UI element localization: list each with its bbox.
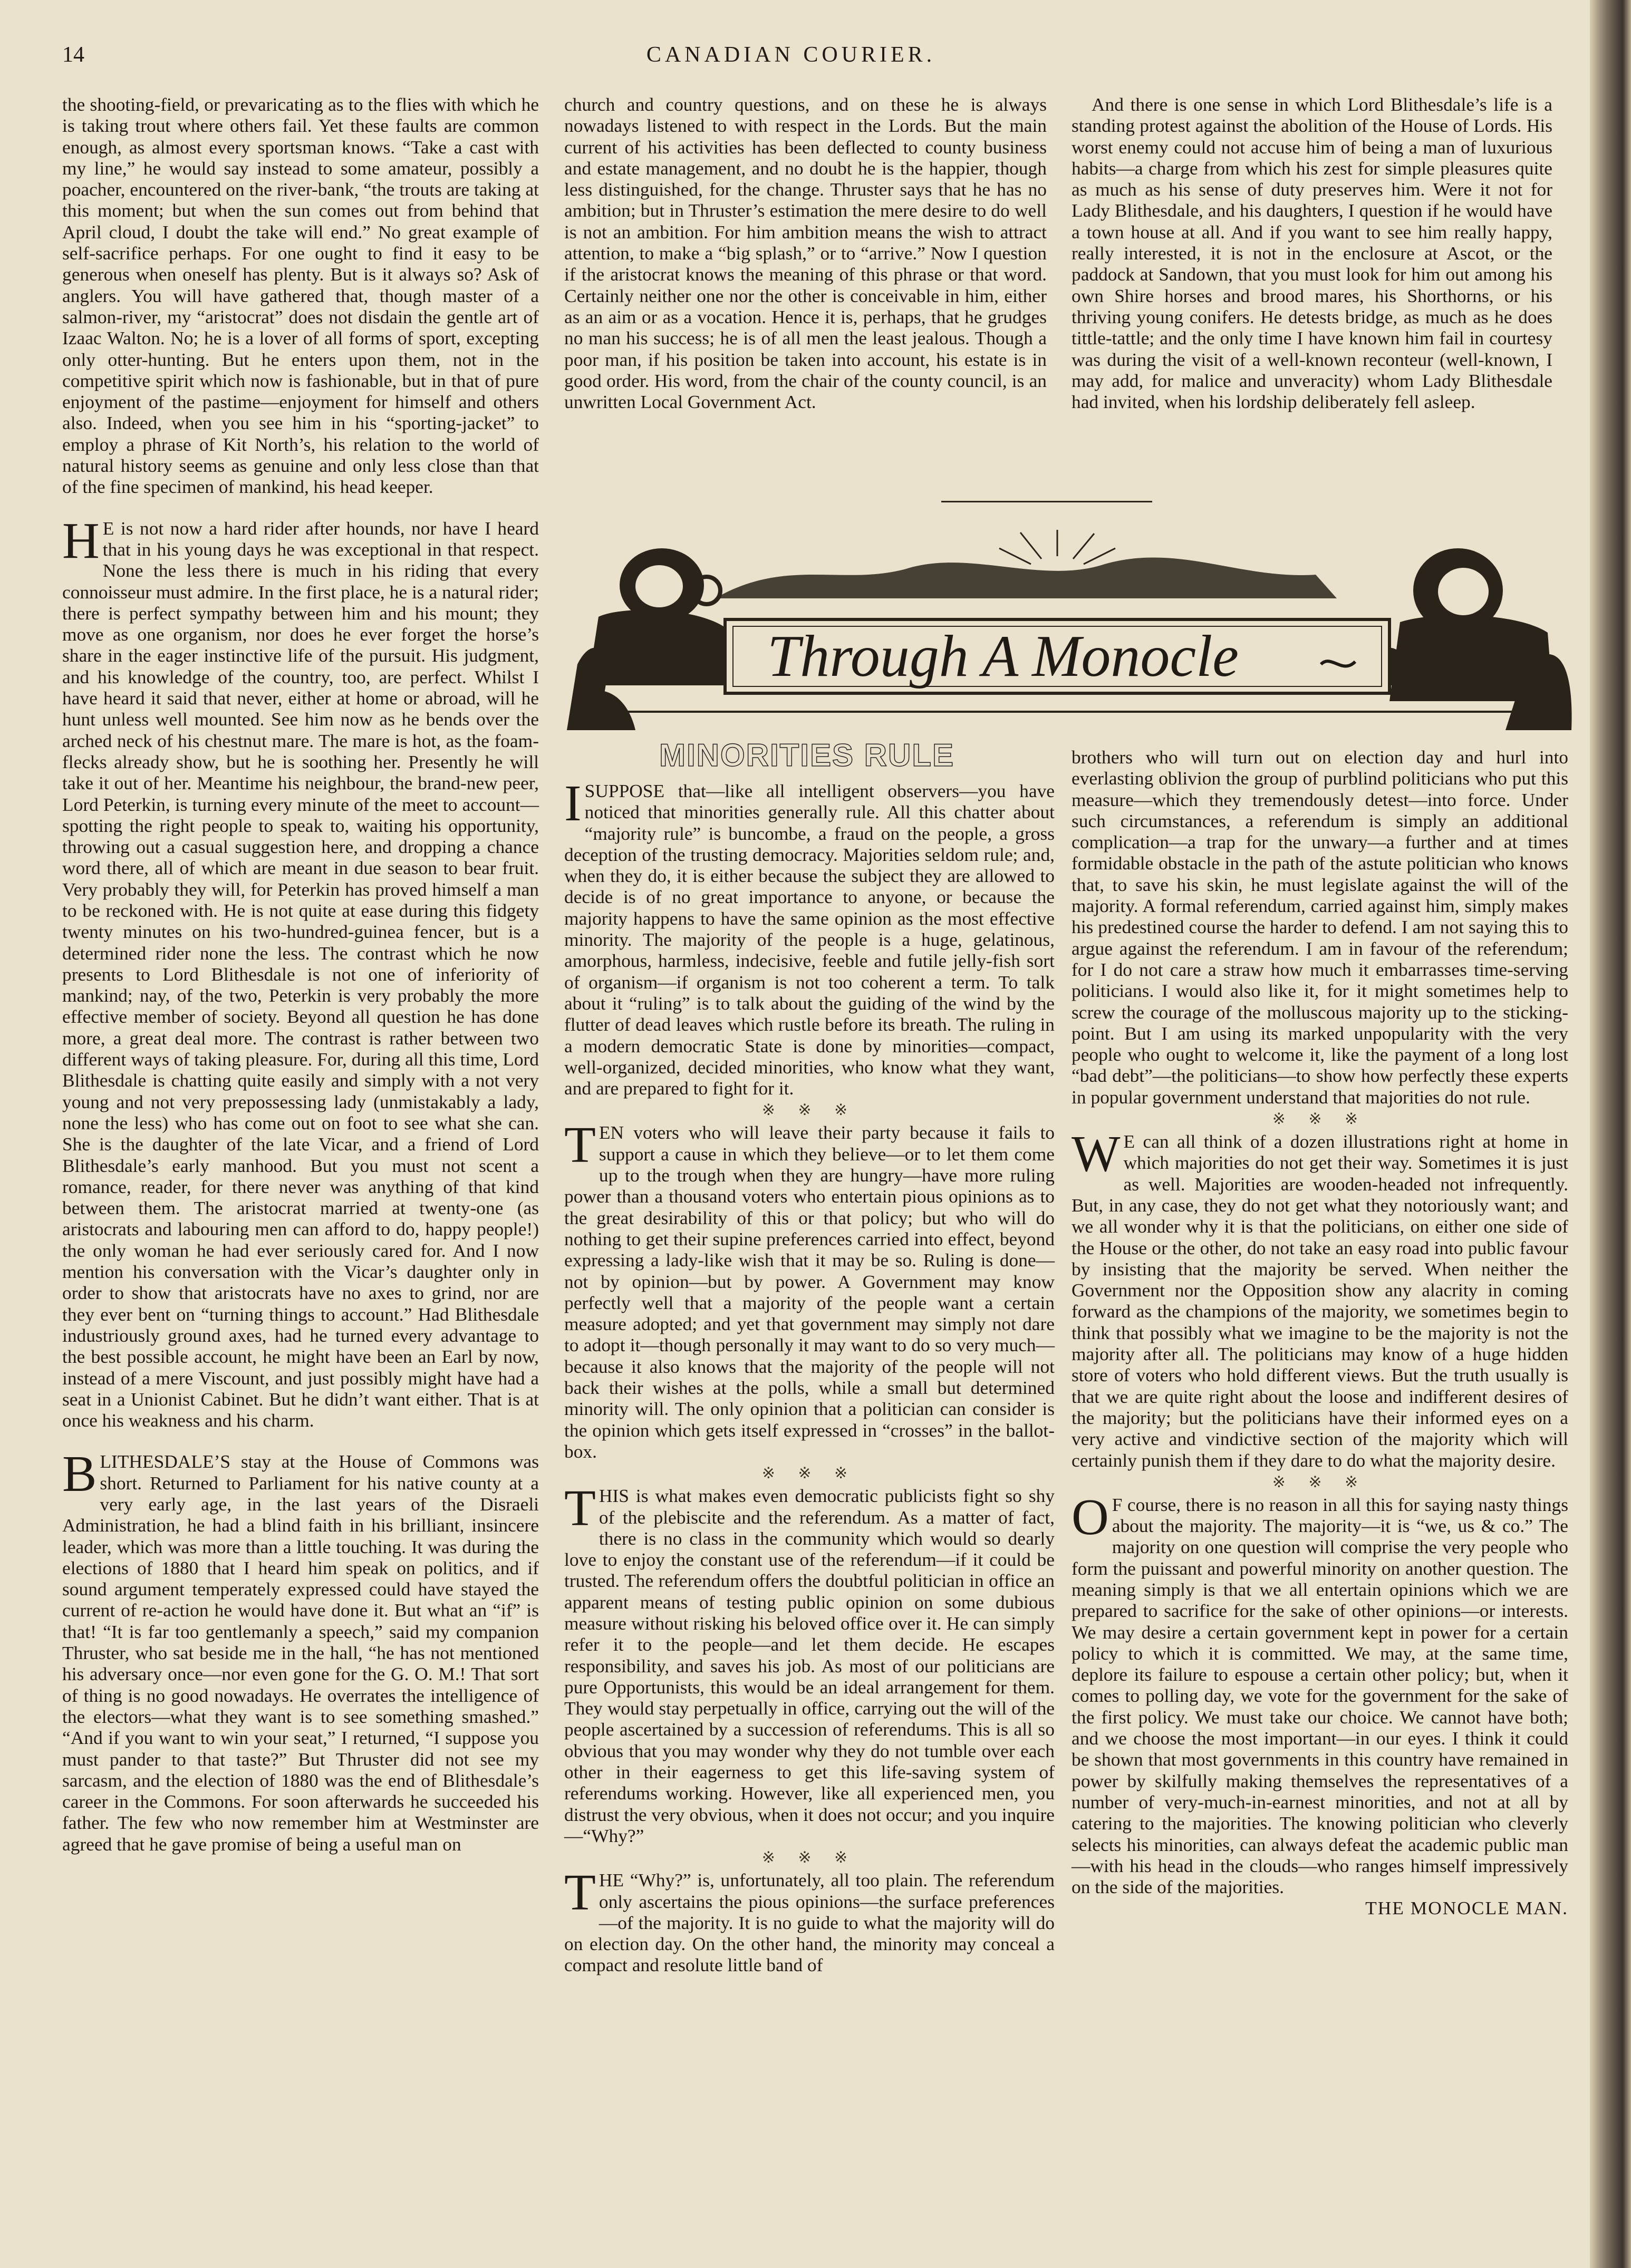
- paragraph: HE is not now a hard rider after hounds, nor have I heard that in his young days he was exceptional in that respect. None the less there is much in his riding that every connoisseur must admire. In the first place, he is a natural rider; there is perfect sympathy between him and his mount; they move as one organism, nor does he ever forget the horse’s share in the eager instinctive life of the pursuit. His judgment, and his knowledge of the country, too, are perfect. Whilst I have heard it said that never, either at home or abroad, will he hunt unless well mounted. See him now as he bends over the arched neck of his chestnut mare. The mare is hot, as the foam-flecks already show, but he is soothing her. Presently he will take it out of her. Meantime his neighbour, the brand-new peer, Lord Peterkin, is turning every minute of the meet to account—spotting the right people to speak to, waiting his opportunity, throwing out a casual suggestion here, and dropping a chance word there, all of which are meant in due season to bear fruit. Very probably they will, for Peterkin has proved himself a man to be reckoned with. He is not quite at ease during this fidgety twenty minutes on his two-hundred-guinea fencer, but is a determined rider none the less. The contrast which he now presents to Lord Blithesdale is not one of inferiority of mankind; nay, of the two, Peterkin is very probably the more effective member of society. Beyond all question he has done more, a great deal more. The contrast is rather between two different ways of taking pleasure. For, during all this time, Lord Blithesdale is chatting quite easily and simply with a not very young and not very prepossessing lady (unmistakably a lady, none the less) who has come out on foot to see what she can. She is the daughter of the late Vicar, and a friend of Lord Blithesdale’s early manhood. But you must not scent a romance, reader, for there never was anything of that kind between them. The aristocrat married at twenty-one (as aristocrats and labouring men can afford to do, happy people!) the only woman he had ever seriously cared for. And I now mention his conversation with the Vicar’s daughter only in order to show that aristocrats have no axes to grind, nor are they ever bent on “turning things to account.” Had Blithesdale industriously ground axes, had he turned every advantage to the best possible account, he might have been an Earl by now, instead of a mere Viscount, and just possibly might have had a seat in a Unionist Cabinet. But he didn’t want either. That is at once his weakness and his charm.: [62, 512, 539, 1431]
- paragraph: brothers who will turn out on election day and hurl into everlasting oblivion the group of purblind politicians who put this measure—which they tremendously detest—into force. Under such circumstances, a referendum is simply an additional complication—a trap for the unwary—a further and at times formidable obstacle in the path of the astute politician who knows that, to save his skin, he must legislate against the will of the majority. A formal referendum, carried against him, simply makes his predestined course the harder to defend. I am not saying this to argue against the referendum. I am in favour of the referendum; for I do not care a straw how much it embarrasses time-serving politicians. I would also like it, for it might sometimes help to screw the courage of the molluscous majority up to the sticking-point. But I am using its marked unpopularity with the very people who ought to welcome it, like the payment of a long lost “bad debt”—the politicians—to show how perfectly these experts in popular government understand that majorities do not rule.: [1072, 747, 1568, 1108]
- section-ornament: ※ ※ ※: [761, 1849, 857, 1867]
- paragraph: church and country questions, and on these he is always nowadays listened to with respect in the Lords. But the main current of his activities has been deflected to county business and estate management, and no doubt he is the happier, though less distinguished, for the change. Thruster says that he has no ambition; but in Thruster’s estimation the mere desire to do well is not an ambition. For him ambition means the wish to attract attention, to make a “big splash,” or to “arrive.” Now I question if the aristocrat knows the meaning of this phrase or that word. Certainly neither one nor the other is conceivable in him, either as an aim or as a vocation. Hence it is, perhaps, that he grudges no man his success; he is of all men the least jealous. Though a poor man, if his position be taken into account, his estate is in good order. His word, from the chair of the county council, is an unwritten Local Government Act.: [564, 94, 1047, 413]
- section-ornament: ※ ※ ※: [761, 1101, 857, 1119]
- column-1: [62, 94, 539, 1855]
- section-ornament: ※ ※ ※: [1272, 1110, 1368, 1128]
- banner-title: Through A Monocle: [767, 624, 1239, 689]
- column-3-top: [1072, 94, 1552, 412]
- column-2-top: [564, 94, 1047, 412]
- running-head: CANADIAN COURIER.: [646, 43, 936, 67]
- paragraph: OF course, there is no reason in all this for saying nasty things about the majority. The majority—it is “we, us & co.” The majority on one question will comprise the very people who form the puissant and powerful minority on another question. The meaning simply is that we all entertain opinions which we are prepared to sacrifice for the sake of other opinions—or interests. We may desire a certain government kept in power for a certain policy to which it is committed. We may, at the same time, deplore its failure to espouse a certain other policy; but, when it comes to polling day, we vote for the government for the sake of the first policy. We must take our choice. We cannot have both; and we choose the most important—in our eyes. I think it could be shown that most governments in this country have remained in power by skilfully making themselves the representatives of a number of very-much-in-earnest minorities, and not at all by catering to the majorities. The knowing politician who cleverly selects his minorities, can always defeat the academic public man—with his head in the clouds—who ranges himself impressively on the side of the majorities.: [1072, 1488, 1568, 1898]
- through-a-monocle-banner: [567, 527, 1574, 730]
- paragraph: ISUPPOSE that—like all intelligent observers—you have noticed that minorities generally rule. All this chatter about “majority rule” is buncombe, a fraud on the people, a gross deception of the trusting democracy. Majorities seldom rule; and, when they do, it is either because the subject they are allowed to decide is of no great importance to anyone, or because the majority happens to have the same opinion as the most effective minority. The majority of the people is a huge, gelatinous, amorphous, harmless, indecisive, feeble and futile jelly-fish sort of organism—if organism is not too coherent a term. To talk about it “ruling” is to talk about the guiding of the wind by the flutter of dead leaves which rustle before its breath. The ruling in a modern democratic State is done by minorities—compact, well-organized, decided minorities, who know what they want, and are prepared to fight for it.: [564, 775, 1055, 1099]
- paragraph: WE can all think of a dozen illustrations right at home in which majorities do not get their way. Sometimes it is just as well. Majorities are wooden-headed not infrequently. But, in any case, they do not get what they notoriously want; and we all wonder why it is that the politicians, on either one side of the House or the other, do not take an easy road into public favour by insisting that the majority be served. When neither the Government nor the Opposition show any alacrity in coming forward as the champions of the majority, we sometimes begin to think that possibly what we imagine to be the majority is not the majority after all. The politicians may know of a huge hidden store of voters who hold different views. But the truth usually is that we are quite right about the loose and indifferent desires of the majority; but the politicians have their informed eyes on a very active and vindictive section of the majority which will certainly punish them if they dare to do what the majority desire.: [1072, 1126, 1568, 1471]
- column-2-bottom: [564, 775, 1055, 1976]
- paragraph: And there is one sense in which Lord Blithesdale’s life is a standing protest against the abolition of the House of Lords. His worst enemy could not accuse him of being a man of luxurious habits—a charge from which his zest for simple pleasures quite as much as his sense of duty preserves him. Were it not for Lady Blithesdale, and his daughters, I question if he would have a town house at all. And if you want to see him really happy, really interested, it is not in the enclosure at Ascot, or the paddock at Sandown, that you must look for him out among his own Shire horses and brood mares, his Shorthorns, or his thriving young conifers. He detests bridge, as much as he does tittle-tattle; and the only time I have known him fail in courtesy was during the visit of a well-known reconteur (well-known, I may add, for malice and unveracity) whom Lady Blithesdale had invited, when his lordship deliberately fell asleep.: [1072, 94, 1552, 413]
- page-number: 14: [62, 43, 84, 67]
- section-rule: [941, 501, 1152, 502]
- section-ornament: ※ ※ ※: [1272, 1473, 1368, 1491]
- page-header: [0, 42, 1582, 74]
- paragraph: THE “Why?” is, unfortunately, all too plain. The referendum only ascertains the pious opinions—the surface preferences—of the majority. It is no guide to what the majority will do on election day. On the other hand, the minority may conceal a compact and resolute little band of: [564, 1864, 1055, 1976]
- paragraph: THIS is what makes even democratic publicists fight so shy of the plebiscite and the referendum. As a matter of fact, there is no class in the community which would so dearly love to enjoy the constant use of the referendum—if it could be trusted. The referendum offers the doubtful politician in office an apparent means of testing public opinion on some dubious measure without risking his beloved office over it. He can simply refer it to the people—and let them decide. He escapes responsibility, and saves his job. As most of our politicians are pure Opportunists, this would be an ideal arrangement for them. They would stay perpetually in office, carrying out the will of the people ascertained by a succession of referendums. This is all so obvious that you may wonder why they do not tumble over each other in their eagerness to get this life-saving system of referendums working. However, like all experienced men, you distrust the very obvious, when it does not occur; and you inquire—“Why?”: [564, 1480, 1055, 1846]
- paragraph: the shooting-field, or prevaricating as to the flies with which he is taking trout where others fail. Yet these faults are common enough, as almost every sportsman knows. “Take a cast with my line,” he would say instead to some amateur, possibly a poacher, encountered on the river-bank, “the trouts are taking at this moment; but when the sun comes out from behind that April cloud, I doubt the take will end.” No great example of self-sacrifice perhaps. For one ought to find it easy to be generous when oneself has plenty. But is it always so? Ask of anglers. You will have gathered that, though master of a salmon-river, my “aristocrat” does not disdain the gentle art of Izaac Walton. No; he is a lover of all forms of sport, excepting only otter-hunting. But he enters upon them, not in the competitive spirit which now is fashionable, but in that of pure enjoyment of the pastime—enjoyment for himself and others also. Indeed, when you see him in his “sporting-jacket” to employ a phrase of Kit North’s, his relation to the world of natural history seems as genuine and only less close than that of the fine specimen of mankind, his head keeper.: [62, 94, 539, 498]
- paragraph: BLITHESDALE’S stay at the House of Commons was short. Returned to Parliament for his native county at a very early age, in the last years of the Disraeli Administration, he had a blind faith in his brilliant, insincere leader, which was more than a little touching. It was during the elections of 1880 that I heard him speak on politics, and if sound argument temperately expressed could have stayed the current of re-action he would have done it. But what an “if” is that! “It is far too gentlemanly a speech,” said my companion Thruster, who sat beside me in the hall, “he has not mentioned his adversary once—nor even gone for the G. O. M.! That sort of thing is no good nowadays. He overrates the intelligence of the electors—what they want is to see something smashed.” “And if you want to win your seat,” I returned, “I suppose you must pander to that taste?” But Thruster did not see my sarcasm, and the election of 1880 was the end of Blithesdale’s career in the Commons. For soon afterwards he succeeded his father. The few who now remember him at Westminster are agreed that he gave promise of being a useful man on: [62, 1446, 539, 1855]
- scan-binding-edge: [1590, 0, 1631, 2268]
- section-ornament: ※ ※ ※: [761, 1465, 857, 1482]
- paragraph: TEN voters who will leave their party because it fails to support a cause in which they believe—or to let them come up to the trough when they are hungry—have more ruling power than a thousand voters who entertain pious opinions as to the great desirability of this or that policy; but who will do nothing to get their supine preferences carried into effect, beyond expressing a lady-like wish that it may be so. Ruling is done—not by opinion—but by power. A Government may know perfectly well that a majority of the people want a certain measure adopted; and yet that government may simply not dare to adopt it—though personally it may want to do so very much—because it also knows that the majority of the people will not back their wishes at the polls, while a small but determined minority will. The only opinion that a politician can consider is the opinion which gets itself expressed in “crosses” in the ballot-box.: [564, 1117, 1055, 1462]
- article-title: MINORITIES RULE: [659, 738, 954, 773]
- column-3-bottom: [1072, 747, 1568, 1919]
- byline: THE MONOCLE MAN.: [1365, 1897, 1568, 1919]
